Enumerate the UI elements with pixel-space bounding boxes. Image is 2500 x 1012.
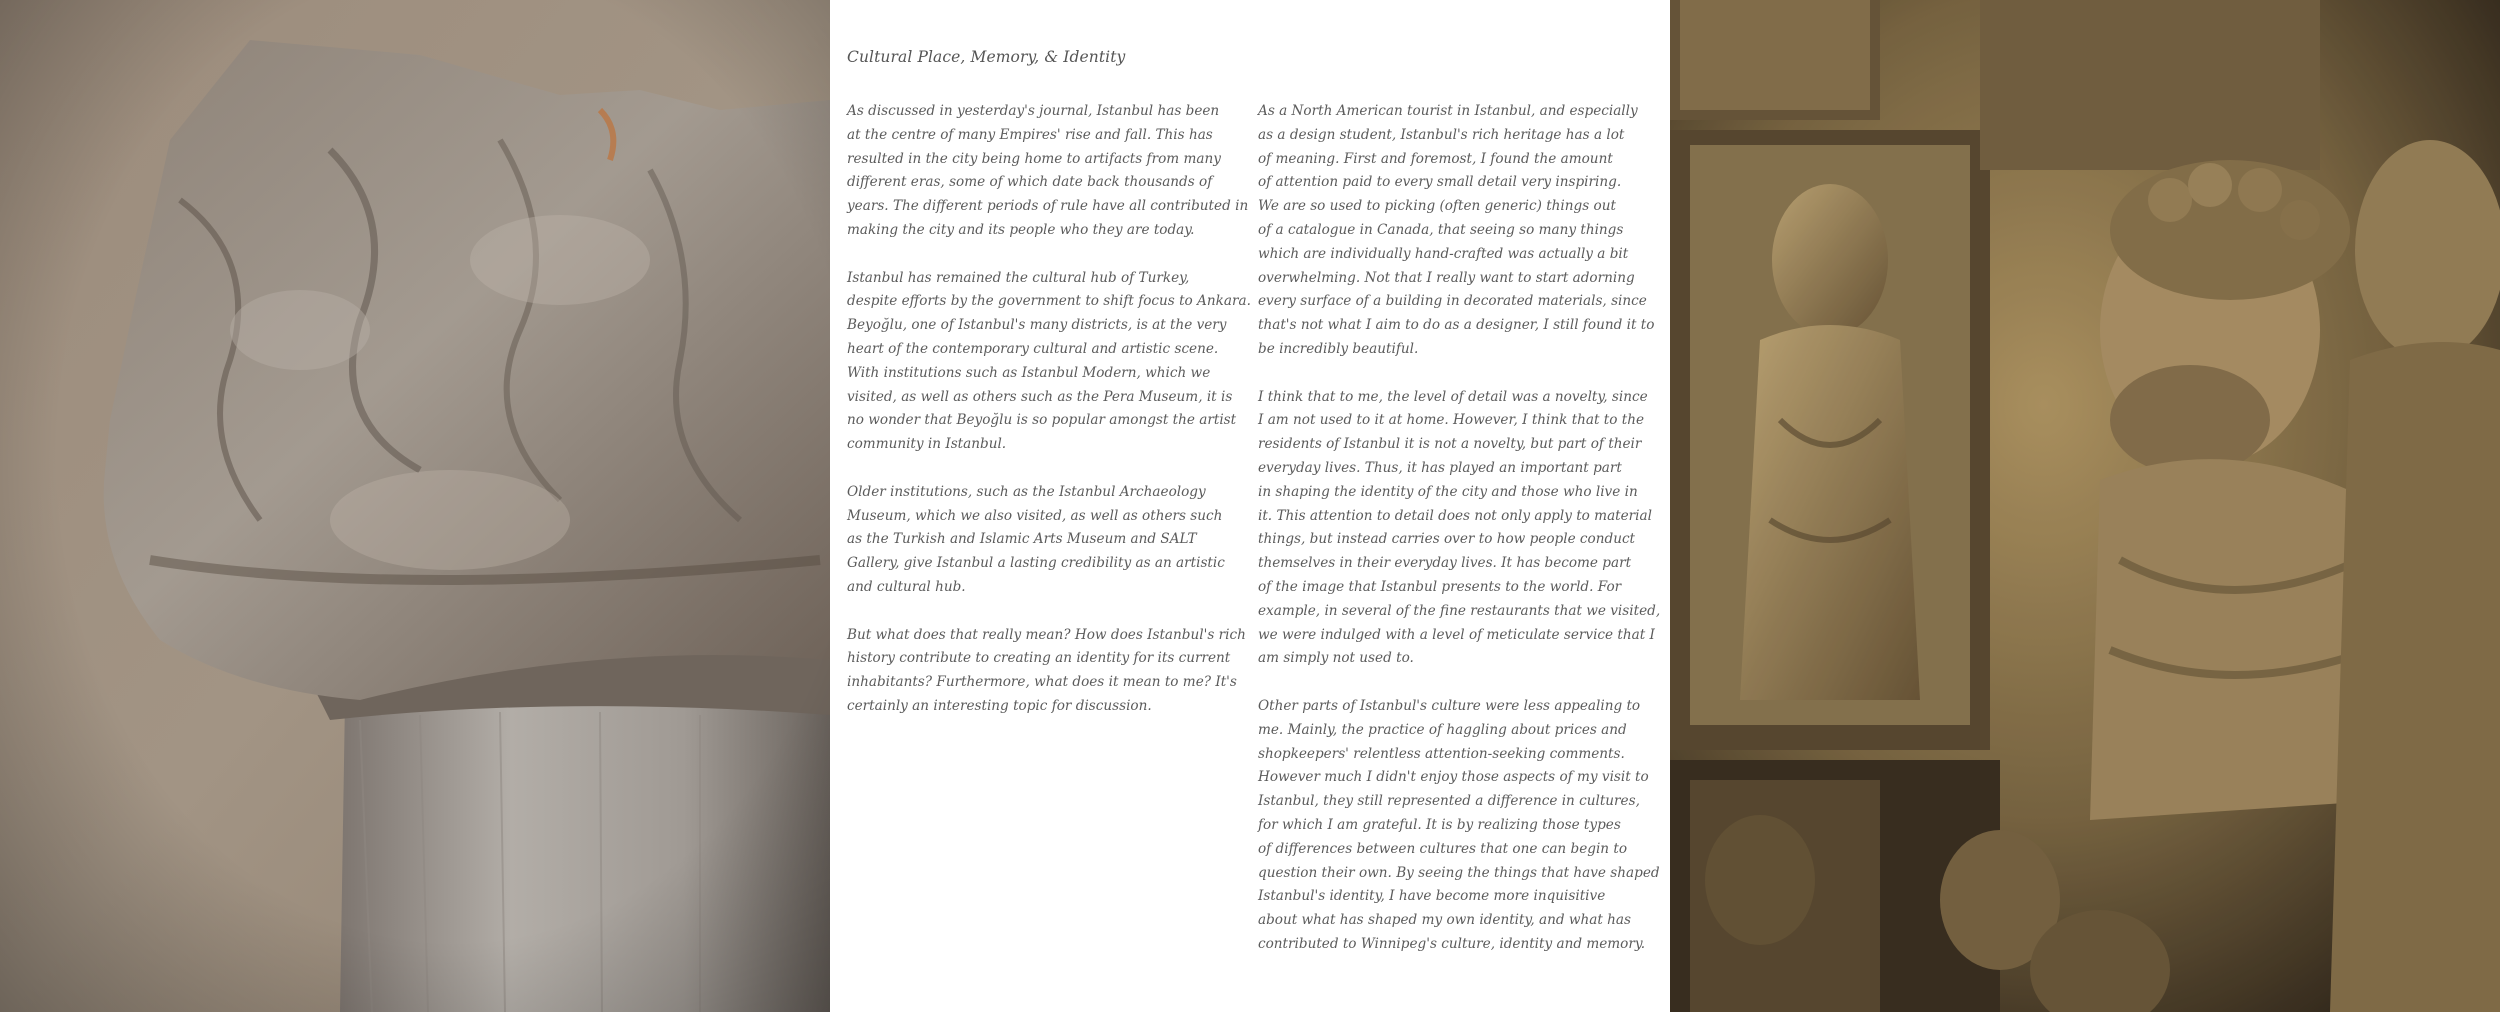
text-line: Gallery, give Istanbul a lasting credibility as an artistic <box>847 555 1225 572</box>
text-column-right <box>1258 100 1661 980</box>
text-line: of meaning. First and foremost, I found the amount <box>1258 150 1613 167</box>
paragraph <box>847 481 1237 600</box>
text-line: despite efforts by the government to shift focus to Ankara. <box>847 293 1251 310</box>
text-line: As a North American tourist in Istanbul, and especially <box>1258 103 1638 119</box>
text-line: I am not used to it at home. However, I think that to the <box>1258 412 1645 429</box>
journal-title: Cultural Place, Memory, & Identity <box>847 48 1126 66</box>
text-line: of differences between cultures that one can begin to <box>1258 840 1628 857</box>
text-line: it. This attention to detail does not only apply to material <box>1258 507 1652 524</box>
text-line: at the centre of many Empires' rise and fall. This has <box>847 126 1213 143</box>
text-line: we were indulged with a level of meticulate service that I <box>1258 626 1655 643</box>
text-line: themselves in their everyday lives. It has become part <box>1258 555 1632 572</box>
column-capital-photo <box>0 0 830 1012</box>
text-line: community in Istanbul. <box>847 436 1007 453</box>
text-line: for which I am grateful. It is by realizing those types <box>1258 816 1621 833</box>
text-line: am simply not used to. <box>1258 650 1414 667</box>
text-line: years. The different periods of rule have all contributed in <box>847 198 1249 215</box>
text-line: As discussed in yesterday's journal, Istanbul has been <box>847 103 1220 119</box>
text-line: in shaping the identity of the city and those who live in <box>1258 483 1638 500</box>
text-line: be incredibly beautiful. <box>1258 340 1419 357</box>
text-line: inhabitants? Furthermore, what does it mean to me? It's <box>847 674 1237 691</box>
text-line: shopkeepers' relentless attention-seeking comments. <box>1258 745 1625 762</box>
text-line: Other parts of Istanbul's culture were less appealing to <box>1258 697 1641 714</box>
journal-page <box>830 0 1670 1012</box>
text-line: and cultural hub. <box>847 578 966 595</box>
text-line: things, but instead carries over to how people conduct <box>1258 531 1636 548</box>
text-line: overwhelming. Not that I really want to start adorning <box>1258 269 1635 286</box>
text-line: We are so used to picking (often generic) things out <box>1258 198 1616 215</box>
text-line: Istanbul's identity, I have become more inquisitive <box>1258 888 1606 905</box>
paragraph <box>1258 386 1661 672</box>
text-line: Beyoğlu, one of Istanbul's many districts, is at the very <box>847 317 1227 334</box>
text-column-left <box>847 100 1251 743</box>
text-line: no wonder that Beyoğlu is so popular amongst the artist <box>847 412 1237 429</box>
text-line: of attention paid to every small detail very inspiring. <box>1258 174 1622 191</box>
paragraph <box>847 267 1251 457</box>
text-line: However much I didn't enjoy those aspects of my visit to <box>1258 769 1649 786</box>
text-line: visited, as well as others such as the Pera Museum, it is <box>847 388 1233 405</box>
text-line: resulted in the city being home to artifacts from many <box>847 150 1221 167</box>
paragraph <box>1258 695 1658 957</box>
text-line: about what has shaped my own identity, and what has <box>1258 912 1631 929</box>
text-line: Istanbul, they still represented a difference in cultures, <box>1258 793 1640 810</box>
text-line: contributed to Winnipeg's culture, identity and memory. <box>1258 935 1646 952</box>
text-line: of the image that Istanbul presents to the world. For <box>1258 578 1622 595</box>
text-line: certainly an interesting topic for discussion. <box>847 697 1152 714</box>
text-line: as a design student, Istanbul's rich heritage has a lot <box>1258 126 1625 143</box>
text-line: which are individually hand-crafted was actually a bit <box>1258 245 1629 262</box>
text-line: of a catalogue in Canada, that seeing so many things <box>1258 221 1624 238</box>
text-line: Older institutions, such as the Istanbul Archaeology <box>847 483 1206 500</box>
text-line: question their own. By seeing the things that have shaped <box>1258 864 1660 881</box>
text-line: Istanbul has remained the cultural hub of Turkey, <box>847 269 1190 286</box>
paragraph <box>847 100 1249 243</box>
text-line: every surface of a building in decorated materials, since <box>1258 293 1647 310</box>
paragraph <box>1258 100 1658 362</box>
text-line: everyday lives. Thus, it has played an important part <box>1258 459 1622 476</box>
relief-sculpture-photo <box>1670 0 2500 1012</box>
text-line: heart of the contemporary cultural and artistic scene. <box>847 340 1219 357</box>
text-line: But what does that really mean? How does Istanbul's rich <box>847 626 1246 643</box>
text-line: as the Turkish and Islamic Arts Museum and SALT <box>847 531 1197 548</box>
text-line: Museum, which we also visited, as well as others such <box>847 507 1223 524</box>
text-line: different eras, some of which date back thousands of <box>847 174 1213 191</box>
paragraph <box>847 624 1246 719</box>
text-line: I think that to me, the level of detail was a novelty, since <box>1258 388 1648 405</box>
text-line: history contribute to creating an identity for its current <box>847 650 1231 667</box>
text-line: With institutions such as Istanbul Modern, which we <box>847 364 1211 381</box>
text-line: residents of Istanbul it is not a novelty, but part of their <box>1258 436 1642 453</box>
text-line: making the city and its people who they are today. <box>847 221 1195 238</box>
text-line: me. Mainly, the practice of haggling about prices and <box>1258 721 1627 738</box>
text-line: that's not what I aim to do as a designer, I still found it to <box>1258 317 1655 334</box>
text-line: example, in several of the fine restaurants that we visited, <box>1258 602 1661 619</box>
